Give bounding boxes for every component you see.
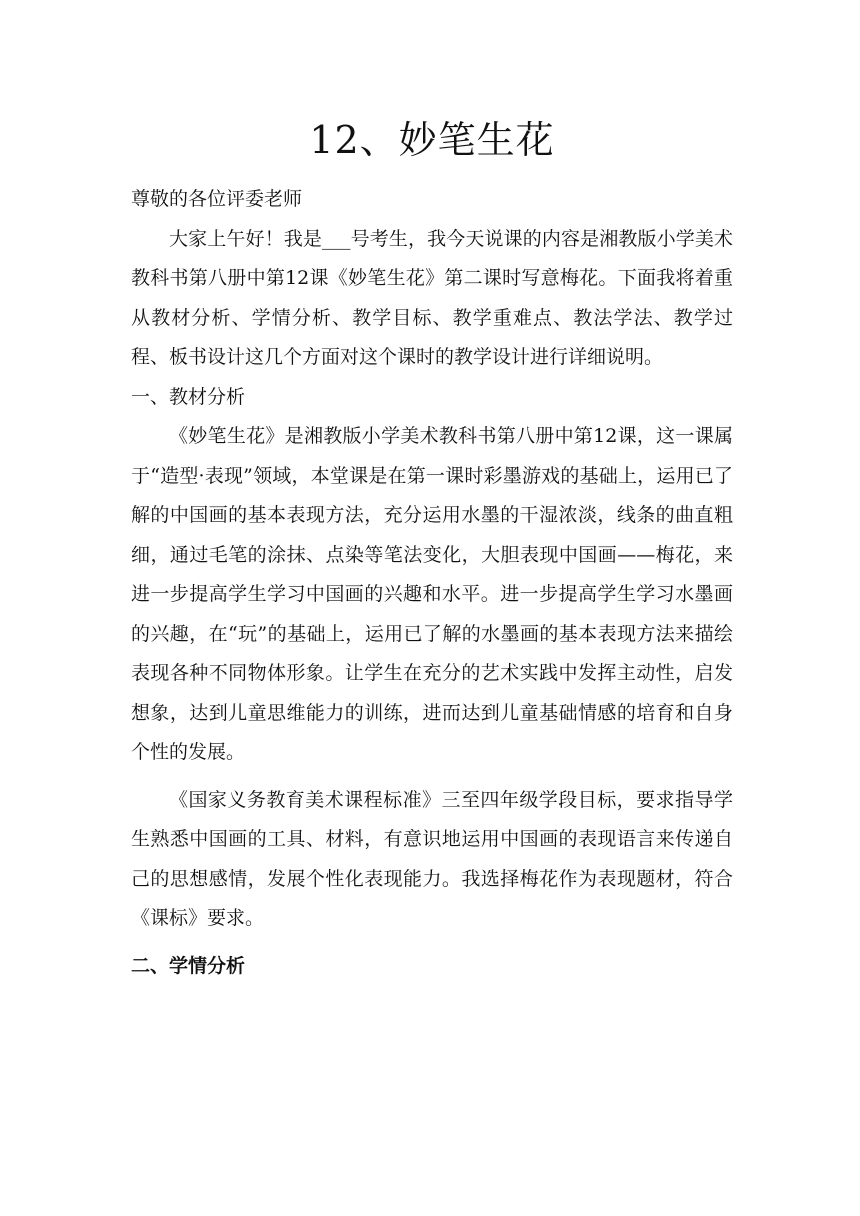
paragraph-gap <box>131 773 733 781</box>
document-title: 12、妙笔生花 <box>309 118 555 162</box>
greeting-line: 尊敬的各位评委老师 <box>131 188 303 210</box>
document-page <box>131 110 733 986</box>
paragraph-gap <box>131 939 733 947</box>
textbook-analysis-paragraph-1: 《妙笔生花》是湘教版小学美术教科书第八册中第12课，这一课属于“造型·表现”领域，本堂课是在第一课时彩墨游戏的基础上，运用已了解的中国画的基本表现方法，充分运用水墨的干湿浓淡，线条的曲直粗细，通过毛笔的涂抹、点染等笔法变化，大胆表现中国画——梅花，来进一步提高学生学习中国画的兴趣和水平。进一步提高学生学习水墨画的兴趣，在“玩”的基础上，运用已了解的水墨画的基本表现方法来描绘表现各种不同物体形象。让学生在充分的艺术实践中发挥主动性，启发想象，达到儿童思维能力的训练，进而达到儿童基础情感的培育和自身个性的发展。 <box>131 425 733 763</box>
textbook-analysis-paragraph-2: 《国家义务教育美术课程标准》三至四年级学段目标，要求指导学生熟悉中国画的工具、材料，有意识地运用中国画的表现语言来传递自己的思想感情，发展个性化表现能力。我选择梅花作为表现题材，符合《课标》要求。 <box>131 788 733 929</box>
section-heading-student-analysis: 二、学情分析 <box>131 954 246 977</box>
section-heading-textbook-analysis: 一、教材分析 <box>131 385 246 408</box>
intro-paragraph: 大家上午好！我是___号考生，我今天说课的内容是湘教版小学美术教科书第八册中第12课《妙笔生花》第二课时写意梅花。下面我将着重从教材分析、学情分析、教学目标、教学重难点、教法学法、教学过程、板书设计这几个方面对这个课时的教学设计进行详细说明。 <box>131 227 733 368</box>
